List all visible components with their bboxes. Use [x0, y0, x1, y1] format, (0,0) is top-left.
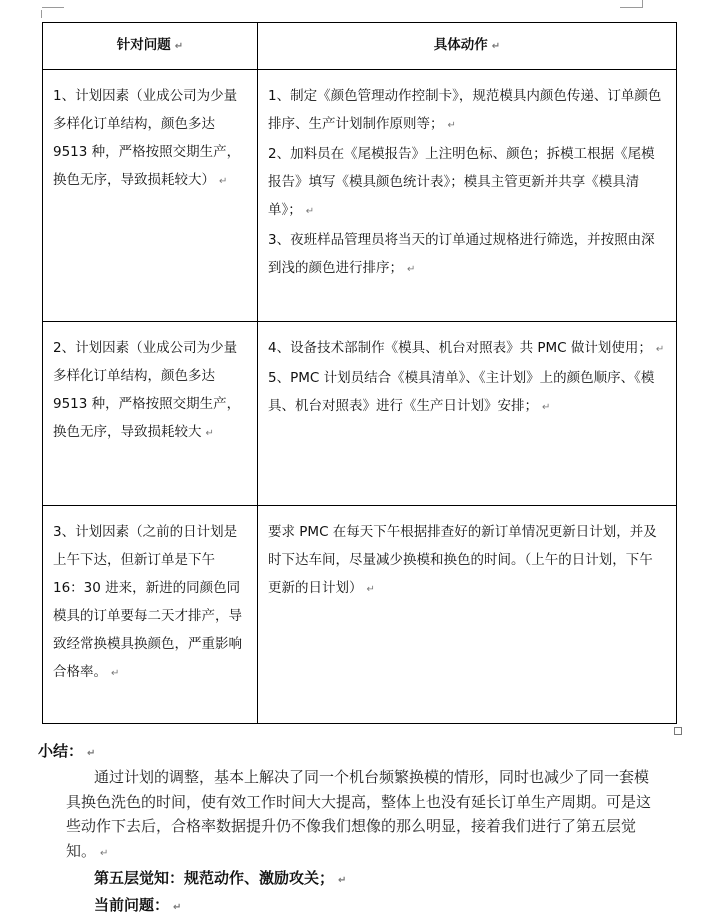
header-problem: 针对问题 ↵ — [43, 23, 258, 70]
summary-section — [38, 740, 678, 920]
table-row — [43, 322, 677, 506]
actions-cell: 要求 PMC 在每天下午根据排查好的新订单情况更新日计划，并及时下达车间，尽量减少换模和换色的时间。（上午的日计划，下午更新的日计划） ↵ — [258, 506, 677, 724]
table-resize-handle[interactable] — [674, 727, 682, 735]
actions-cell: 4、设备技术部制作《模具、机台对照表》共 PMC 做计划使用； ↵ 5、PMC 计划员结合《模具清单》、《主计划》上的颜色顺序、《模具、机台对照表》进行《生产日计划》安排； ↵ — [258, 322, 677, 506]
header-actions: 具体动作 ↵ — [258, 23, 677, 70]
table-header-row — [43, 23, 677, 70]
summary-title: 小结： ↵ — [38, 742, 96, 760]
problem-cell: 1、计划因素（业成公司为少量多样化订单结构，颜色多达 9513 种，严格按照交期生产，换色无序，导致损耗较大） ↵ — [43, 70, 258, 322]
problem-cell: 2、计划因素（业成公司为少量多样化订单结构，颜色多达 9513 种，严格按照交期生产，换色无序，导致损耗较大 ↵ — [43, 322, 258, 506]
page-corner-mark — [620, 0, 642, 8]
summary-body: 通过计划的调整，基本上解决了同一个机台频繁换模的情形，同时也减少了同一套模具换色洗色的时间，使有效工作时间大大提高，整体上也没有延长订单生产周期。可是这些动作下去后，合格率数据提升仍不像我们想像的那么明显，接着我们进行了第五层觉知。 ↵ — [66, 768, 652, 860]
page-corner-mark — [42, 0, 64, 8]
problem-cell: 3、计划因素（之前的日计划是上午下达，但新订单是下午 16：30 进来，新进的同颜色同模具的订单要每二天才排产，导致经常换模具换颜色，严重影响合格率。 ↵ — [43, 506, 258, 724]
section-heading: 第五层觉知：规范动作、激励攻关； ↵ — [94, 869, 347, 887]
current-problem-heading: 当前问题： ↵ — [94, 896, 182, 914]
actions-cell: 1、制定《颜色管理动作控制卡》，规范模具内颜色传递、订单颜色排序、生产计划制作原则等； ↵ 2、加料员在《尾模报告》上注明色标、颜色；拆模工根据《尾模报告》填写《模具颜色统计表》；模具主管更新并共享《模具清单》； ↵ 3、夜班样品管理员将当天的订单通过规格进行筛选，并按照由深到浅的颜色进行排序； ↵ — [258, 70, 677, 322]
page-corner-mark — [40, 10, 42, 18]
table-row — [43, 506, 677, 724]
page-corner-mark — [642, 0, 644, 8]
table-row — [43, 70, 677, 322]
measures-table — [42, 22, 677, 724]
